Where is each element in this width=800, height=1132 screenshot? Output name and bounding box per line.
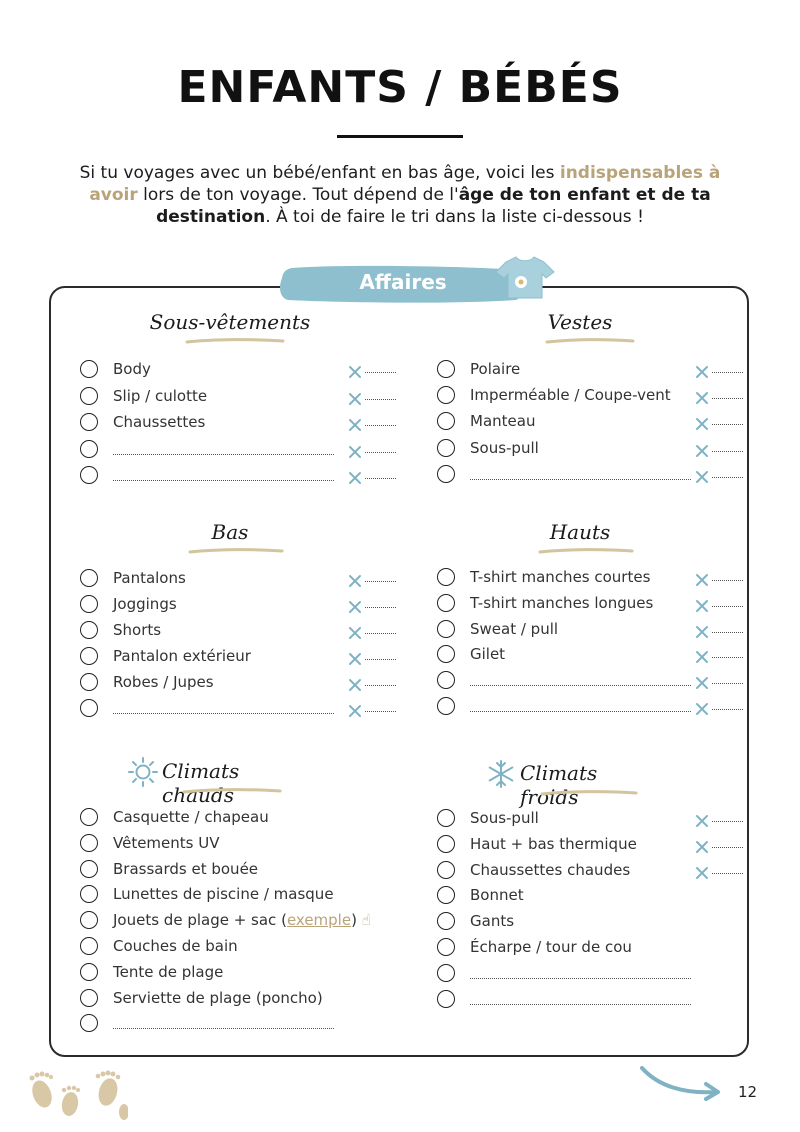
quantity-line[interactable] (365, 478, 396, 479)
item-label (470, 809, 539, 827)
list-item (437, 358, 767, 382)
list-item (437, 384, 767, 408)
quantity-line[interactable] (365, 452, 396, 453)
item-label (470, 412, 535, 430)
checkbox[interactable] (80, 963, 98, 981)
list-item (437, 437, 767, 461)
item-text: Pantalons (113, 569, 186, 587)
quantity-line[interactable] (365, 659, 396, 660)
list-item (80, 1012, 410, 1036)
item-text: Chaussettes (113, 413, 206, 431)
list-item (437, 988, 767, 1012)
list-item (80, 832, 410, 856)
quantity-x-icon (348, 417, 362, 431)
section-title-climats-chauds: Climats chauds (162, 759, 240, 807)
list-item (80, 464, 410, 488)
quantity-line[interactable] (365, 581, 396, 582)
item-text: Slip / culotte (113, 386, 208, 405)
quantity-line[interactable] (712, 709, 743, 710)
section-title-vestes: Vestes (547, 310, 613, 334)
list-item (80, 935, 410, 959)
checkbox[interactable] (80, 621, 98, 639)
checkbox[interactable] (80, 413, 98, 431)
quantity-line[interactable] (712, 873, 743, 874)
quantity-x-icon (695, 390, 709, 404)
item-label (470, 386, 671, 404)
blank-line[interactable] (113, 454, 334, 455)
quantity-line[interactable] (712, 683, 743, 684)
quantity-line[interactable] (712, 424, 743, 425)
checkbox[interactable] (437, 697, 455, 715)
checkbox[interactable] (80, 360, 98, 378)
checkbox[interactable] (80, 387, 98, 405)
item-label (113, 860, 258, 878)
item-text: Sous-pull (470, 438, 539, 457)
list-item (80, 697, 410, 721)
list-item (437, 695, 767, 719)
checkbox[interactable] (437, 861, 455, 879)
item-label (113, 413, 205, 431)
item-label (113, 834, 220, 852)
item-label (113, 647, 251, 665)
section-underline (540, 790, 638, 796)
quantity-line[interactable] (365, 607, 396, 608)
item-text: Écharpe / tour de cou (470, 938, 632, 956)
list-item (437, 859, 767, 883)
item-text: Lunettes de piscine / masque (113, 885, 334, 904)
title-divider (337, 135, 463, 138)
item-text: Imperméable / Coupe-vent (470, 386, 671, 405)
section-title-sous-vetements: Sous-vêtements (149, 310, 311, 334)
quantity-x-icon (348, 651, 362, 665)
list-item (80, 619, 410, 643)
item-text: Jouets de plage + sac ( (113, 911, 287, 930)
quantity-x-icon (348, 599, 362, 613)
list-item (80, 883, 410, 907)
snowflake-icon (486, 759, 516, 789)
checkbox[interactable] (437, 568, 455, 586)
quantity-x-icon (348, 364, 362, 378)
example-link[interactable]: exemple (286, 911, 352, 930)
item-label (470, 620, 558, 638)
item-label (113, 937, 238, 955)
checkbox[interactable] (437, 360, 455, 378)
list-item (80, 411, 410, 435)
quantity-x-icon (695, 813, 709, 827)
section-title-hauts: Hauts (549, 520, 611, 544)
checkbox[interactable] (80, 673, 98, 691)
quantity-line[interactable] (712, 451, 743, 452)
item-label (113, 963, 223, 981)
quantity-x-icon (695, 701, 709, 715)
blank-line[interactable] (113, 1028, 334, 1029)
checkbox[interactable] (437, 671, 455, 689)
quantity-x-icon (348, 573, 362, 587)
blank-line[interactable] (470, 711, 691, 712)
tab-label: Affaires (359, 270, 447, 294)
checkbox[interactable] (80, 569, 98, 587)
item-label (470, 645, 505, 663)
quantity-x-icon (695, 649, 709, 663)
quantity-x-icon (695, 839, 709, 853)
quantity-line[interactable] (365, 399, 396, 400)
section-title-climats-froids: Climats froids (520, 761, 598, 809)
list-item (437, 936, 767, 960)
checkbox[interactable] (437, 835, 455, 853)
list-item (437, 410, 767, 434)
checkbox[interactable] (437, 645, 455, 663)
list-item (437, 592, 767, 616)
checkbox[interactable] (80, 808, 98, 826)
checkbox[interactable] (437, 594, 455, 612)
list-item (437, 618, 767, 642)
quantity-x-icon (348, 677, 362, 691)
page-title: ENFANTS / BÉBÉS (177, 62, 623, 113)
list-item (80, 909, 410, 933)
intro-text (70, 162, 730, 228)
list-item (437, 910, 767, 934)
intro-part-2: lors de ton voyage. Tout dépend de l' (137, 185, 459, 205)
list-item (437, 962, 767, 986)
list-item (80, 671, 410, 695)
list-item (80, 987, 410, 1011)
item-text: Gants (470, 912, 515, 931)
quantity-line[interactable] (712, 657, 743, 658)
item-text: Pantalon extérieur (113, 647, 251, 665)
quantity-line[interactable] (712, 821, 743, 822)
quantity-line[interactable] (365, 633, 396, 634)
baby-shirt-icon (494, 254, 556, 300)
blank-line[interactable] (470, 479, 691, 480)
checkbox[interactable] (80, 885, 98, 903)
quantity-x-icon (348, 444, 362, 458)
item-text: Gilet (470, 645, 506, 664)
checkbox[interactable] (437, 465, 455, 483)
quantity-line[interactable] (712, 632, 743, 633)
checkbox[interactable] (437, 912, 455, 930)
list-item (437, 643, 767, 667)
intro-bold: âge de ton enfant et de ta destination (156, 185, 711, 227)
item-text: Shorts (113, 621, 162, 639)
checkbox[interactable] (80, 595, 98, 613)
item-label (470, 835, 637, 853)
item-text: Body (113, 360, 151, 378)
item-text: Casquette / chapeau (113, 808, 269, 826)
checkbox[interactable] (80, 834, 98, 852)
blank-line[interactable] (470, 978, 691, 979)
item-text: Sous-pull (470, 809, 539, 827)
checkbox[interactable] (80, 860, 98, 878)
checkbox[interactable] (437, 809, 455, 827)
quantity-x-icon (348, 470, 362, 484)
quantity-line[interactable] (712, 606, 743, 607)
checkbox[interactable] (437, 964, 455, 982)
pointer-hand-icon: ☝ (356, 911, 371, 930)
intro-part-3: . À toi de faire le tri dans la liste ci-dessous ! (265, 207, 644, 227)
item-label (113, 885, 334, 903)
list-item (437, 833, 767, 857)
item-text: Haut + bas thermique (470, 834, 637, 853)
item-label (470, 912, 514, 930)
item-text: Tente de plage (113, 962, 224, 981)
item-label (113, 911, 371, 929)
quantity-x-icon (695, 364, 709, 378)
checkbox[interactable] (437, 412, 455, 430)
list-item (437, 884, 767, 908)
list-item (80, 858, 410, 882)
item-text: Bonnet (470, 886, 524, 905)
item-label (113, 360, 151, 378)
list-item (80, 645, 410, 669)
checkbox[interactable] (80, 911, 98, 929)
checkbox[interactable] (437, 886, 455, 904)
item-text: Brassards et bouée (113, 859, 259, 878)
quantity-x-icon (695, 416, 709, 430)
item-text: Couches de bain (113, 937, 238, 955)
checkbox[interactable] (80, 647, 98, 665)
quantity-line[interactable] (365, 711, 396, 712)
quantity-x-icon (695, 624, 709, 638)
quantity-line[interactable] (712, 847, 743, 848)
list-item (80, 806, 410, 830)
item-text: Manteau (470, 412, 536, 431)
quantity-x-icon (348, 703, 362, 717)
item-text: T-shirt manches courtes (470, 568, 651, 586)
checkbox[interactable] (80, 937, 98, 955)
item-label (470, 594, 653, 612)
quantity-x-icon (695, 865, 709, 879)
quantity-line[interactable] (712, 372, 743, 373)
item-label (113, 673, 214, 691)
item-text: Joggings (113, 595, 177, 613)
list-item (80, 385, 410, 409)
item-text: Robes / Jupes (113, 673, 214, 691)
item-text: T-shirt manches longues (470, 593, 654, 612)
footprints-icon (24, 1068, 128, 1120)
list-item (80, 567, 410, 591)
quantity-x-icon (695, 675, 709, 689)
quantity-line[interactable] (365, 685, 396, 686)
blank-line[interactable] (113, 480, 334, 481)
section-title-bas: Bas (211, 520, 249, 544)
quantity-line[interactable] (365, 372, 396, 373)
item-text: Chaussettes chaudes (470, 860, 631, 879)
list-item (80, 438, 410, 462)
quantity-line[interactable] (712, 477, 743, 478)
section-underline (182, 788, 282, 794)
list-item (437, 463, 767, 487)
list-item (437, 566, 767, 590)
item-label (113, 387, 207, 405)
quantity-line[interactable] (712, 580, 743, 581)
blank-line[interactable] (470, 1004, 691, 1005)
quantity-x-icon (348, 625, 362, 639)
item-label (113, 989, 323, 1007)
quantity-x-icon (695, 572, 709, 586)
intro-highlight: indispensables à avoir (89, 163, 721, 205)
list-item (80, 358, 410, 382)
item-label (470, 938, 632, 956)
checkbox[interactable] (437, 620, 455, 638)
quantity-x-icon (695, 598, 709, 612)
blank-line[interactable] (470, 685, 691, 686)
item-label (113, 808, 269, 826)
section-underline (185, 338, 285, 344)
checkbox[interactable] (437, 439, 455, 457)
item-text: Serviette de plage (poncho) (113, 988, 323, 1007)
item-label (113, 595, 177, 613)
item-label (470, 861, 630, 879)
quantity-x-icon (695, 469, 709, 483)
next-page-arrow-icon[interactable] (638, 1062, 724, 1104)
page-number: 12 (738, 1083, 758, 1101)
list-item (437, 807, 767, 831)
item-text: Sweat / pull (470, 619, 559, 638)
quantity-line[interactable] (712, 398, 743, 399)
checkbox[interactable] (80, 1014, 98, 1032)
item-label (470, 360, 520, 378)
checkbox[interactable] (80, 699, 98, 717)
checkbox[interactable] (437, 938, 455, 956)
list-item (80, 593, 410, 617)
item-label (470, 568, 650, 586)
checkbox[interactable] (80, 466, 98, 484)
checkbox[interactable] (80, 440, 98, 458)
item-label (470, 439, 539, 457)
intro-part-1: Si tu voyages avec un bébé/enfant en bas âge, voici les (79, 163, 560, 183)
list-item (80, 961, 410, 985)
item-text: Vêtements UV (113, 833, 220, 852)
blank-line[interactable] (113, 713, 334, 714)
section-underline (538, 548, 634, 554)
item-label (470, 886, 524, 904)
item-label (113, 569, 186, 587)
section-underline (545, 338, 635, 344)
quantity-x-icon (695, 443, 709, 457)
link-suffix: ) (351, 911, 357, 930)
checkbox[interactable] (437, 386, 455, 404)
checkbox[interactable] (437, 990, 455, 1008)
checkbox[interactable] (80, 989, 98, 1007)
list-item (437, 669, 767, 693)
section-underline (188, 548, 284, 554)
quantity-line[interactable] (365, 425, 396, 426)
quantity-x-icon (348, 391, 362, 405)
sun-icon (128, 757, 158, 787)
item-text: Polaire (470, 360, 521, 378)
item-label (113, 621, 161, 639)
